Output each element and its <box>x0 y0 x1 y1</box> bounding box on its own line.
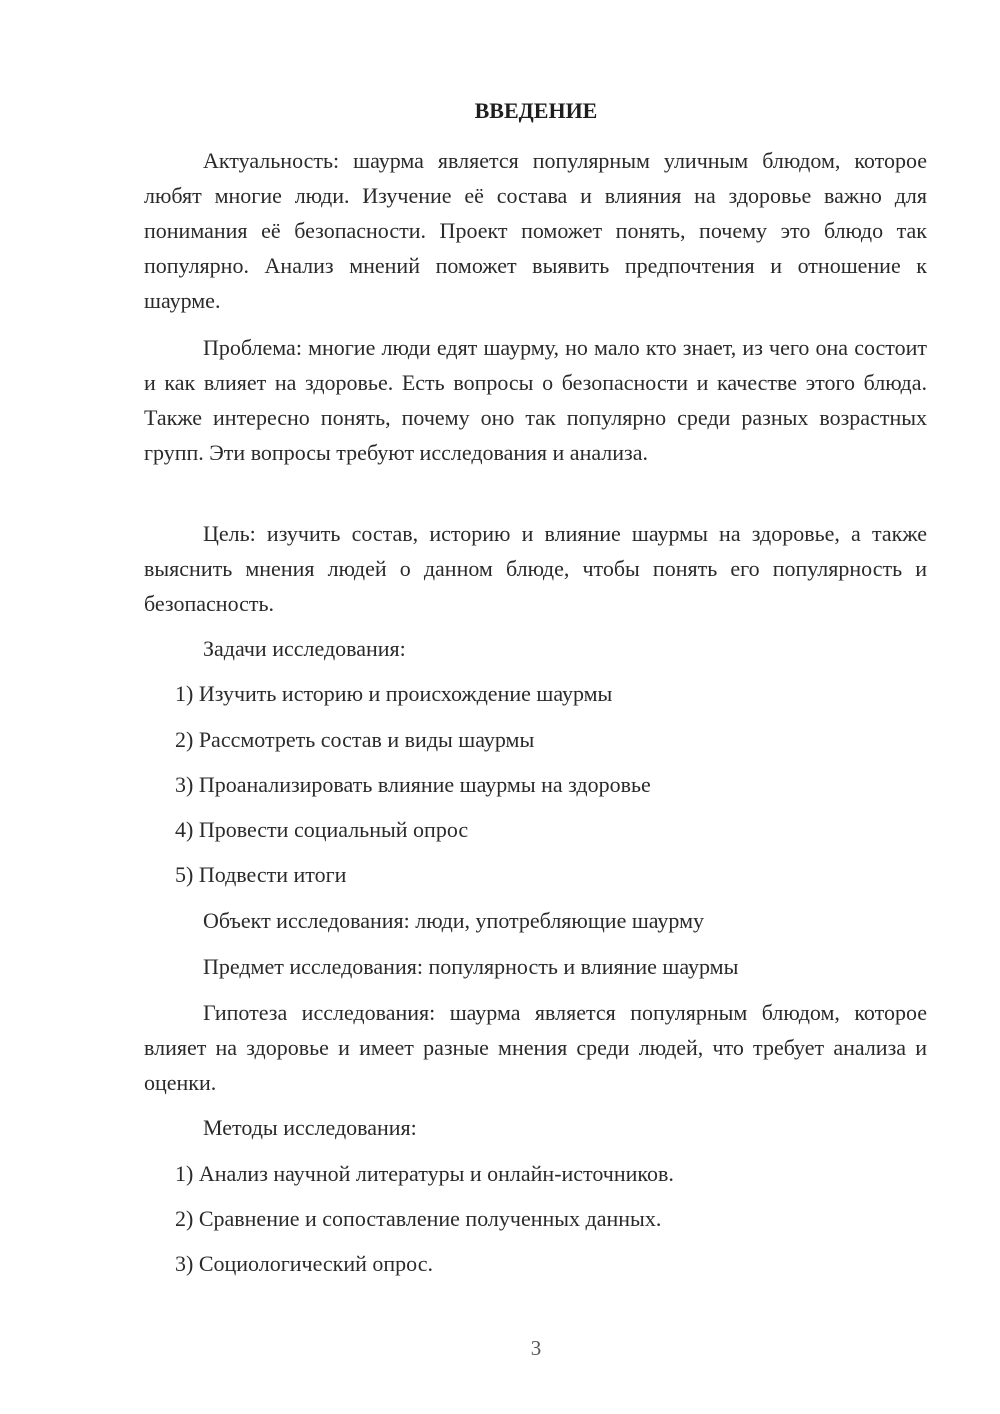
method-item: 3) Социологический опрос. <box>175 1251 433 1276</box>
relevance-paragraph: Актуальность: шаурма является популярным уличным блюдом, которое любят многие люди. Изучение её состава и влияния на здоровье важно для понимания её безопасности. Проект поможет понять, почему это блюдо так популярно. Анализ мнений поможет выявить предпочтения и отношение к шаурме. <box>144 148 927 313</box>
hypothesis-paragraph: Гипотеза исследования: шаурма является популярным блюдом, которое влияет на здоровье и имеет разные мнения среди людей, что требует анализа и оценки. <box>144 1000 927 1095</box>
method-item: 2) Сравнение и сопоставление полученных данных. <box>175 1206 662 1231</box>
method-item: 1) Анализ научной литературы и онлайн-источников. <box>175 1161 674 1186</box>
section-heading: ВВЕДЕНИЕ <box>474 98 598 123</box>
research-object: Объект исследования: люди, употребляющие шаурму <box>203 908 705 933</box>
task-item: 1) Изучить историю и происхождение шаурмы <box>175 681 613 706</box>
goal-paragraph: Цель: изучить состав, историю и влияние шаурмы на здоровье, а также выяснить мнения людей о данном блюде, чтобы понять его популярность и безопасность. <box>144 521 927 616</box>
task-item: 4) Провести социальный опрос <box>175 817 469 842</box>
task-item: 5) Подвести итоги <box>175 862 347 887</box>
page-number: 3 <box>530 1336 542 1360</box>
methods-title: Методы исследования: <box>203 1115 417 1140</box>
tasks-title: Задачи исследования: <box>203 636 406 661</box>
problem-paragraph: Проблема: многие люди едят шаурму, но мало кто знает, из чего она состоит и как влияет на здоровье. Есть вопросы о безопасности и качестве этого блюда. Также интересно понять, почему оно так популярно среди разных возрастных групп. Эти вопросы требуют исследования и анализа. <box>144 335 927 465</box>
task-item: 3) Проанализировать влияние шаурмы на здоровье <box>175 772 651 797</box>
task-item: 2) Рассмотреть состав и виды шаурмы <box>175 727 535 752</box>
research-subject: Предмет исследования: популярность и влияние шаурмы <box>203 954 739 979</box>
